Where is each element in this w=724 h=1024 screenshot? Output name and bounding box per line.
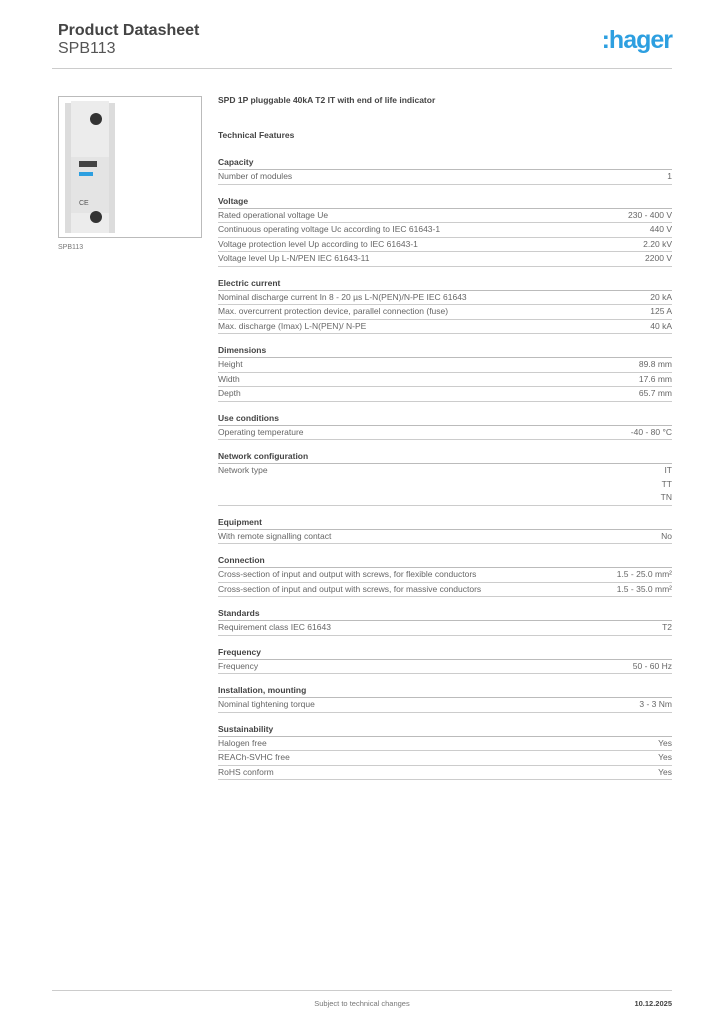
spec-value: 230 - 400 V	[628, 209, 672, 220]
spec-row	[218, 358, 672, 373]
spec-label: Voltage level Up L-N/PEN IEC 61643-11	[218, 253, 370, 263]
spec-label: Network type	[218, 465, 268, 475]
spec-row	[218, 464, 672, 506]
spec-value: T2	[662, 622, 672, 632]
spec-row	[218, 621, 672, 636]
spec-row	[218, 568, 672, 583]
spec-label: Operating temperature	[218, 426, 304, 437]
spec-row	[218, 209, 672, 224]
section-title: Standards	[218, 606, 672, 621]
section-title: Frequency	[218, 645, 672, 660]
spec-section	[218, 683, 672, 713]
image-caption: SPB113	[58, 244, 84, 251]
section-title: Network configuration	[218, 449, 672, 464]
spec-value: 17.6 mm	[638, 373, 672, 384]
spec-label: Depth	[218, 388, 241, 398]
spec-value: Yes	[658, 766, 672, 777]
spec-value: 1.5 - 25.0 mm²	[616, 569, 672, 579]
spec-value: 65.7 mm	[638, 388, 672, 398]
spec-value: 2.20 kV	[643, 238, 672, 249]
spec-row	[218, 751, 672, 766]
spec-label: Rated operational voltage Ue	[218, 209, 329, 220]
spec-row	[218, 223, 672, 238]
spec-label: Frequency	[218, 660, 259, 671]
spec-row	[218, 238, 672, 253]
spec-value: -40 - 80 °C	[630, 426, 672, 437]
section-title: Connection	[218, 553, 672, 568]
spec-value: 20 kA	[650, 291, 672, 302]
footer-date: 10.12.2025	[634, 999, 672, 1008]
section-title: Capacity	[218, 155, 672, 170]
spec-label: Halogen free	[218, 737, 267, 748]
spec-section	[218, 343, 672, 402]
spec-label: Cross-section of input and output with screws, for massive conductors	[218, 583, 482, 594]
section-title: Installation, mounting	[218, 683, 672, 698]
spec-row	[218, 305, 672, 320]
spec-value: 40 kA	[650, 320, 672, 331]
spec-section	[218, 194, 672, 267]
product-title: SPD 1P pluggable 40kA T2 IT with end of life indicator	[218, 95, 436, 105]
spec-value: No	[661, 530, 672, 541]
spec-label: Continuous operating voltage Uc according to IEC 61643-1	[218, 224, 441, 234]
spec-row	[218, 387, 672, 402]
spec-value: Yes	[658, 752, 672, 762]
header-divider	[52, 68, 672, 69]
spec-value: 2200 V	[645, 253, 672, 263]
spec-value: Yes	[658, 737, 672, 748]
technical-features-heading: Technical Features	[218, 130, 295, 140]
spec-label: Width	[218, 373, 240, 384]
svg-text:CE: CE	[79, 200, 89, 207]
footer-divider	[52, 990, 672, 991]
spec-label: Requirement class IEC 61643	[218, 622, 331, 632]
spec-label: RoHS conform	[218, 766, 274, 777]
spec-section	[218, 276, 672, 335]
spec-value: 440 V	[649, 224, 672, 234]
spec-row	[218, 737, 672, 752]
spec-label: Voltage protection level Up according to IEC 61643-1	[218, 238, 418, 249]
spec-label: Height	[218, 359, 243, 369]
spec-label: Nominal tightening torque	[218, 699, 315, 709]
spec-row	[218, 583, 672, 598]
product-image	[58, 96, 202, 238]
spec-row	[218, 320, 672, 335]
product-code: SPB113	[58, 40, 116, 57]
spec-section	[218, 645, 672, 675]
spec-label: Nominal discharge current In 8 - 20 µs L-N(PEN)/N-PE IEC 61643	[218, 291, 467, 302]
specifications	[218, 95, 672, 789]
section-title: Dimensions	[218, 343, 672, 358]
section-title: Voltage	[218, 194, 672, 209]
hager-logo: :hager	[601, 26, 672, 54]
spec-label: Max. discharge (Imax) L-N(PEN)/ N-PE	[218, 320, 367, 331]
spec-row	[218, 530, 672, 545]
section-title: Use conditions	[218, 411, 672, 426]
spec-row	[218, 766, 672, 781]
spec-value: 1.5 - 35.0 mm²	[616, 583, 672, 594]
spec-section	[218, 411, 672, 441]
spec-section	[218, 515, 672, 545]
spec-section	[218, 722, 672, 781]
spec-label: Max. overcurrent protection device, parallel connection (fuse)	[218, 306, 449, 316]
spec-label: REACh-SVHC free	[218, 752, 290, 762]
spec-row	[218, 291, 672, 306]
spec-row	[218, 426, 672, 441]
page-title: Product Datasheet	[58, 22, 200, 39]
spec-row	[218, 660, 672, 675]
spec-label: Cross-section of input and output with screws, for flexible conductors	[218, 569, 477, 579]
spec-row	[218, 373, 672, 388]
spec-value: 89.8 mm	[638, 359, 672, 369]
spec-section	[218, 449, 672, 506]
spec-value: 3 - 3 Nm	[639, 699, 672, 709]
spec-row	[218, 698, 672, 713]
spec-label: With remote signalling contact	[218, 530, 332, 541]
spec-section	[218, 155, 672, 185]
spec-value: IT TT TN	[660, 465, 672, 502]
spec-value: 1	[667, 171, 672, 181]
section-title: Sustainability	[218, 722, 672, 737]
footer-note: Subject to technical changes	[314, 999, 410, 1008]
section-title: Equipment	[218, 515, 672, 530]
spec-section	[218, 606, 672, 636]
spec-label: Number of modules	[218, 171, 293, 181]
spec-section	[218, 553, 672, 597]
spec-row	[218, 170, 672, 185]
section-title: Electric current	[218, 276, 672, 291]
spec-value: 125 A	[650, 306, 672, 316]
spec-value: 50 - 60 Hz	[632, 660, 672, 671]
spec-row	[218, 252, 672, 267]
